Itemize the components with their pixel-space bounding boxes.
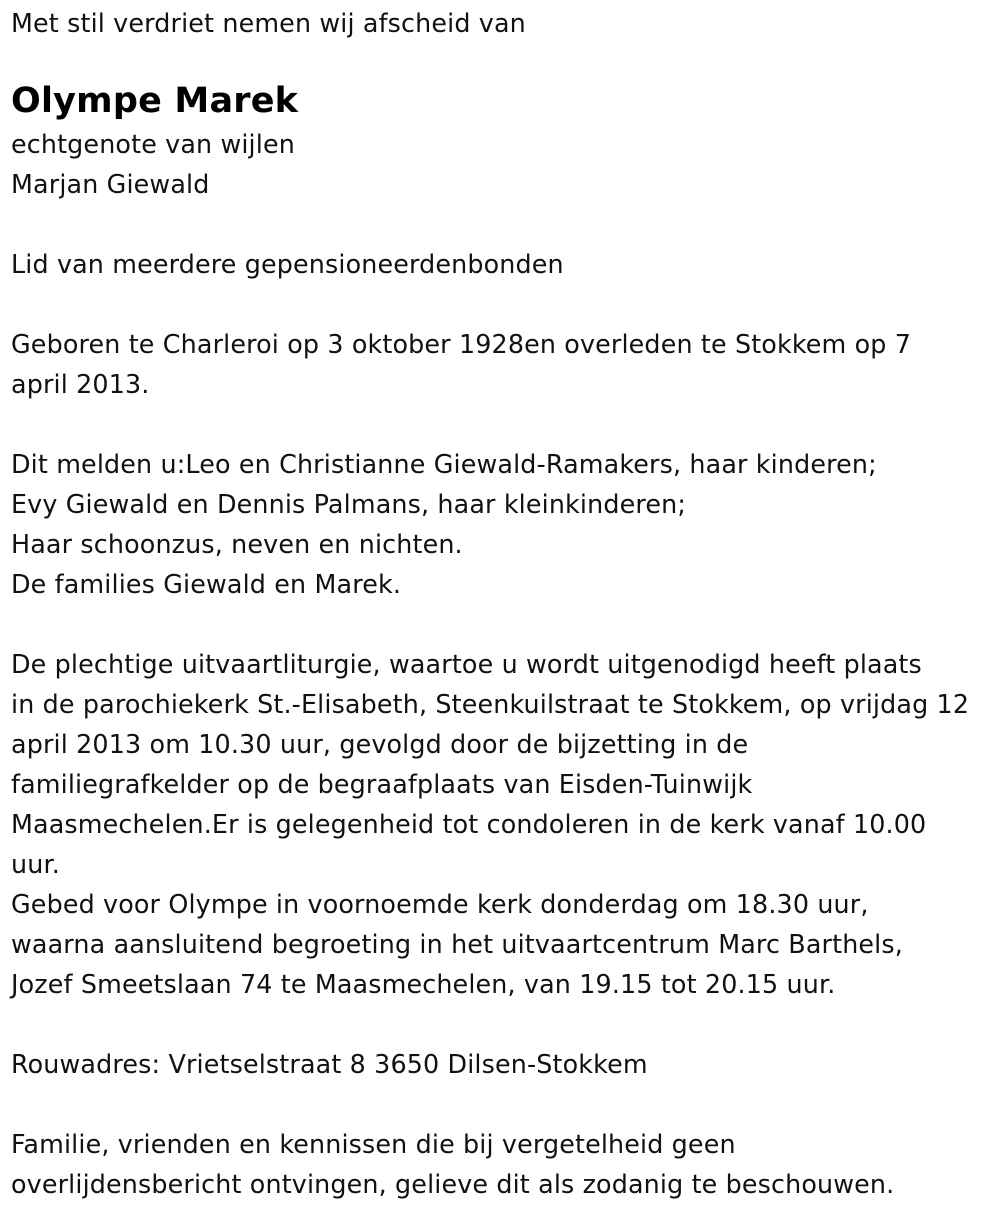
announcer-line: De families Giewald en Marek.: [11, 570, 402, 600]
birth-death-line: april 2013.: [11, 370, 150, 400]
funeral-line: waarna aansluitend begroeting in het uitvaartcentrum Marc Barthels,: [11, 930, 903, 960]
paragraph-gap: [11, 1005, 996, 1045]
funeral-line: Gebed voor Olympe in voornoemde kerk donderdag om 18.30 uur,: [11, 890, 869, 920]
mourning-address: Rouwadres: Vrietselstraat 8 3650 Dilsen-Stokkem: [11, 1050, 648, 1080]
spouse-line: Marjan Giewald: [11, 170, 210, 200]
paragraph-gap: [11, 205, 996, 245]
birth-death-line: Geboren te Charleroi op 3 oktober 1928en overleden te Stokkem op 7: [11, 330, 912, 360]
announcer-line: Dit melden u:Leo en Christianne Giewald-Ramakers, haar kinderen;: [11, 450, 877, 480]
funeral-line: april 2013 om 10.30 uur, gevolgd door de bijzetting in de: [11, 730, 749, 760]
funeral-line: in de parochiekerk St.-Elisabeth, Steenkuilstraat te Stokkem, op vrijdag 12: [11, 690, 970, 720]
birth-death-section: [11, 325, 996, 405]
closing-line: Familie, vrienden en kennissen die bij vergetelheid geen: [11, 1130, 736, 1160]
closing-line: overlijdensbericht ontvingen, gelieve dit als zodanig te beschouwen.: [11, 1170, 895, 1200]
funeral-line: uur.: [11, 850, 60, 880]
announcer-line: Haar schoonzus, neven en nichten.: [11, 530, 463, 560]
funeral-line: Jozef Smeetslaan 74 te Maasmechelen, van 19.15 tot 20.15 uur.: [11, 970, 836, 1000]
spouse-line: echtgenote van wijlen: [11, 130, 295, 160]
membership-text: Lid van meerdere gepensioneerdenbonden: [11, 250, 564, 280]
announcer-line: Evy Giewald en Dennis Palmans, haar kleinkinderen;: [11, 490, 687, 520]
funeral-line: Maasmechelen.Er is gelegenheid tot condoleren in de kerk vanaf 10.00: [11, 810, 927, 840]
paragraph-gap: [11, 405, 996, 445]
spouse-section: [11, 125, 996, 205]
death-notice: [11, 4, 996, 1205]
closing-section: [11, 1125, 996, 1205]
funeral-section: [11, 645, 996, 1005]
announcers-section: [11, 445, 996, 605]
deceased-name: Olympe Marek: [11, 81, 299, 121]
paragraph-gap: [11, 1085, 996, 1125]
intro-text: Met stil verdriet nemen wij afscheid van: [11, 9, 526, 39]
funeral-line: De plechtige uitvaartliturgie, waartoe u wordt uitgenodigd heeft plaats: [11, 650, 922, 680]
paragraph-gap: [11, 605, 996, 645]
paragraph-gap: [11, 285, 996, 325]
funeral-line: familiegrafkelder op de begraafplaats van Eisden-Tuinwijk: [11, 770, 753, 800]
